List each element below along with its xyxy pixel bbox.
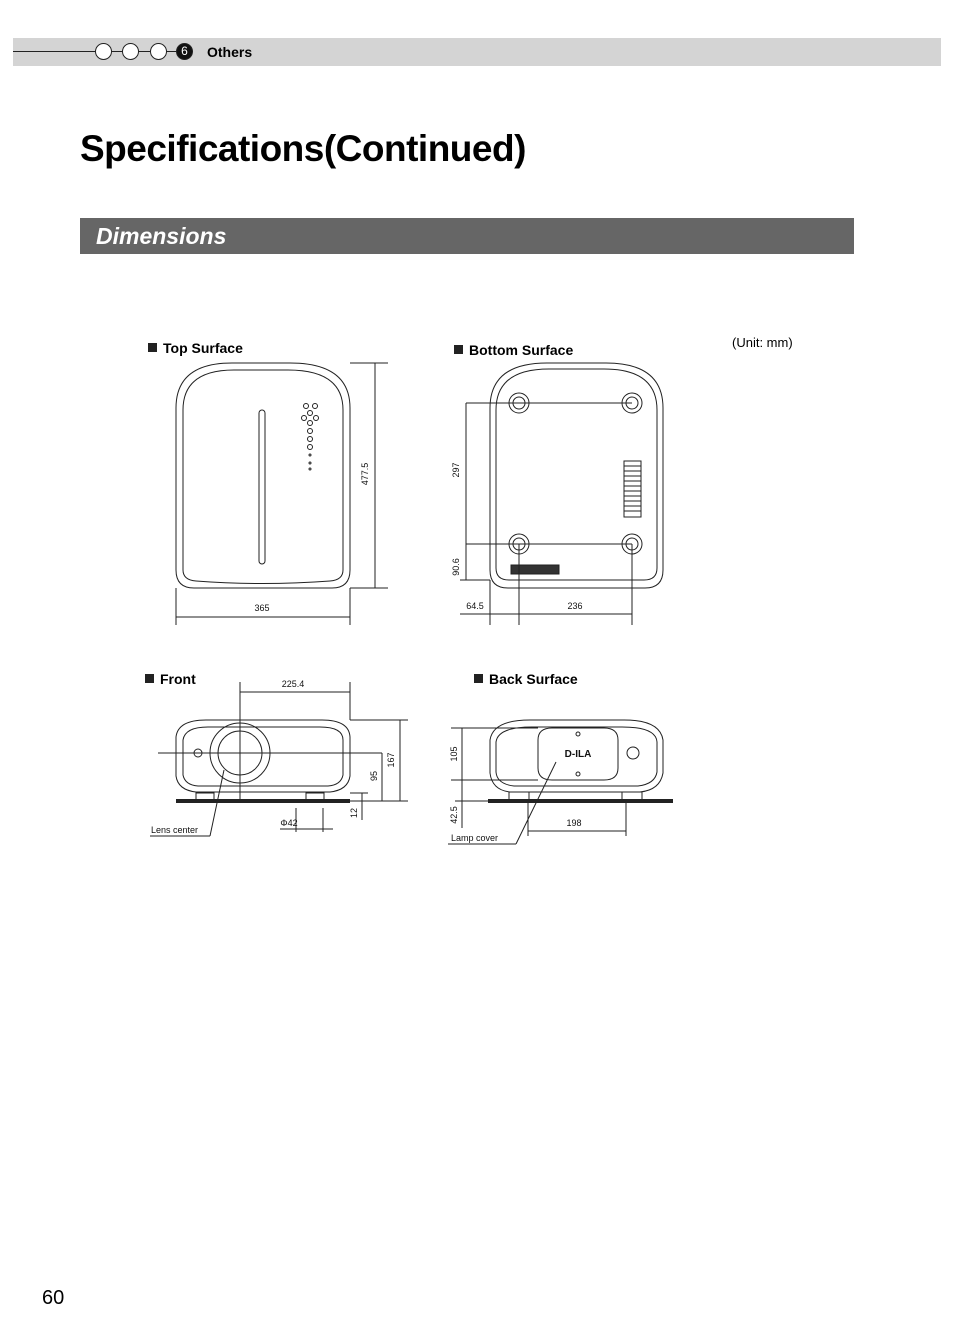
bottom-surface-drawing bbox=[460, 363, 663, 625]
back-cover-offset-value: 198 bbox=[566, 818, 582, 828]
back-cover-height-value: 105 bbox=[449, 746, 459, 762]
bottom-foot-offset-y-value: 90.6 bbox=[451, 558, 461, 576]
front-drawing bbox=[150, 682, 408, 836]
page-title: Specifications(Continued) bbox=[80, 128, 526, 169]
bottom-surface-label: Bottom Surface bbox=[454, 342, 573, 358]
lamp-cover-label: Lamp cover bbox=[451, 833, 499, 843]
front-label: Front bbox=[145, 671, 196, 687]
front-lens-offset-value: 225.4 bbox=[281, 679, 305, 689]
chapter-number-badge: 6 bbox=[176, 43, 193, 60]
top-surface-label: Top Surface bbox=[148, 340, 243, 356]
dila-logo: D-ILA bbox=[564, 749, 592, 760]
unit-note: (Unit: mm) bbox=[732, 335, 793, 350]
front-height-value: 167 bbox=[386, 752, 396, 768]
front-lens-height-value: 95 bbox=[369, 770, 379, 782]
control-buttons bbox=[302, 404, 319, 471]
subsection-title: Dimensions bbox=[96, 223, 227, 249]
front-foot-height-value: 12 bbox=[349, 807, 359, 819]
front-lens-diameter-value: Φ42 bbox=[280, 818, 298, 828]
page-number: 60 bbox=[42, 1287, 65, 1309]
vent-grille bbox=[624, 461, 641, 517]
back-surface-drawing bbox=[448, 720, 673, 844]
bottom-foot-offset-x-value: 64.5 bbox=[466, 601, 484, 611]
top-width-value: 365 bbox=[254, 603, 270, 613]
top-depth-value: 477.5 bbox=[360, 462, 370, 486]
back-cover-bottom-value: 42.5 bbox=[449, 806, 459, 824]
lens-center-label: Lens center bbox=[151, 825, 199, 835]
bottom-foot-spacing-x-value: 236 bbox=[567, 601, 583, 611]
back-surface-label: Back Surface bbox=[474, 671, 578, 687]
feet bbox=[509, 393, 642, 554]
top-surface-drawing bbox=[176, 363, 388, 625]
section-label: Others bbox=[207, 44, 253, 60]
bottom-foot-spacing-y-value: 297 bbox=[451, 462, 461, 478]
